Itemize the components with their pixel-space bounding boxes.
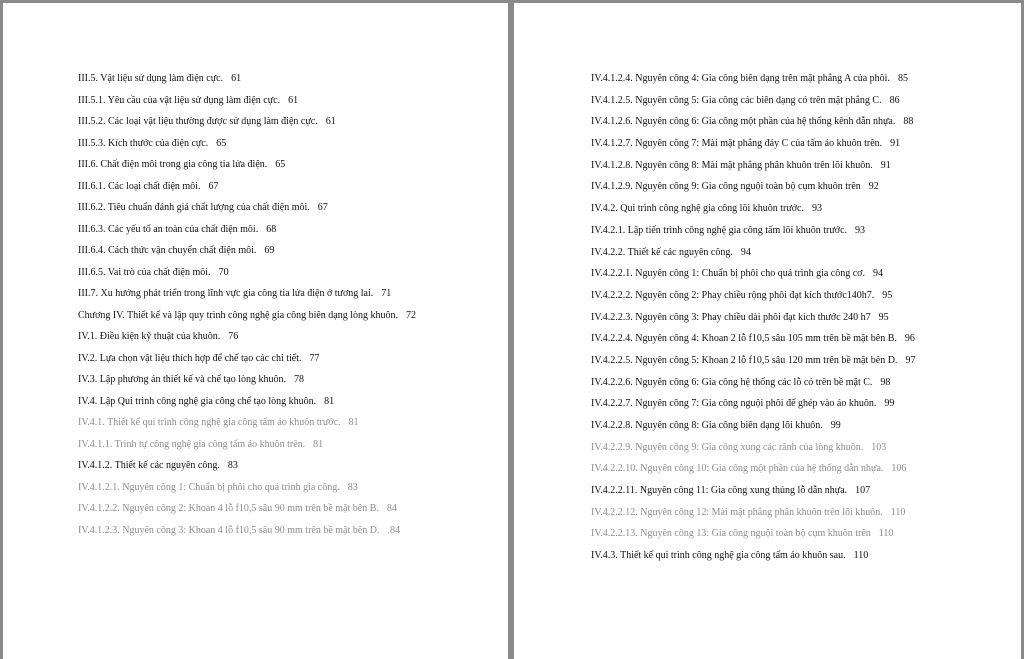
toc-entry-page-number: 94 [872, 268, 883, 280]
toc-entry-title: III.6.4. Cách thức vận chuyển chất điện môi. [78, 245, 257, 256]
toc-entry-title: IV.4.1.1. Trình tự công nghệ gia công tấm áo khuôn trên. [78, 438, 306, 450]
toc-entry-title: IV.4.1. Thiết kế qui trình công nghệ gia công tấm áo khuôn trước. [78, 417, 341, 428]
toc-entry-page-number: 93 [812, 203, 822, 215]
toc-entry-page-number: 97 [905, 354, 916, 366]
toc-entry-title: IV.4.1.2.8. Nguyên công 8: Mài mặt phẳng phân khuôn trên lõi khuôn. [591, 159, 873, 171]
toc-entry-title: IV.2. Lựa chọn vật liệu thích hợp để chế tạo các chi tiết. [78, 352, 302, 364]
toc-entry-page-number: 106 [891, 463, 907, 475]
toc-entry-page-number: 61 [288, 94, 299, 106]
toc-entry-page-number: 103 [871, 441, 887, 453]
toc-entry[interactable] [591, 138, 1011, 150]
toc-entry-page-number: 110 [878, 528, 894, 540]
toc-entry-page-number: 84 [386, 503, 397, 514]
toc-entry[interactable] [591, 95, 1011, 107]
toc-entry-title: IV.4.2. Qui trình công nghệ gia công lõi khuôn trước. [591, 203, 804, 215]
toc-entry-page-number: 110 [890, 506, 906, 518]
toc-entry-page-number: 91 [880, 159, 891, 171]
toc-entry[interactable] [591, 181, 1011, 193]
toc-entry-title: IV.4.3. Thiết kế qui trình công nghệ gia công tấm áo khuôn sau. [591, 550, 846, 562]
toc-entry-title: IV.1. Điều kiện kỹ thuật của khuôn. [78, 331, 221, 342]
toc-entry[interactable] [78, 439, 503, 451]
toc-entry-title: IV.4.2.2.3. Nguyên công 3: Phay chiều dài phôi đạt kích thước 240 h7 [591, 311, 871, 323]
toc-entry-title: IV.4.1.2.2. Nguyên công 2: Khoan 4 lỗ f10,5 sâu 90 mm trên bề mặt bên B. [78, 503, 379, 514]
document-page-left [3, 3, 508, 659]
toc-entry-title: IV.3. Lập phương án thiết kế và chế tạo lòng khuôn. [78, 374, 286, 385]
toc-entry[interactable] [591, 377, 1011, 389]
toc-entry-page-number: 83 [347, 481, 358, 493]
toc-entry-page-number: 68 [266, 223, 277, 235]
toc-entry[interactable] [78, 525, 503, 537]
toc-entry-title: IV.4.2.2.10. Nguyên công 10: Gia công một phần của hệ thống dẫn nhựa. [591, 463, 884, 475]
toc-entry[interactable] [591, 268, 1011, 280]
toc-entry[interactable] [78, 245, 503, 257]
toc-entry-page-number: 77 [309, 352, 320, 364]
toc-entry[interactable] [591, 225, 1011, 237]
toc-entry[interactable] [78, 95, 503, 107]
toc-entry-title: IV.4.2.2.5. Nguyên công 5: Khoan 2 lỗ f10,5 sâu 120 mm trên bề mặt bên D. [591, 354, 898, 366]
toc-entry[interactable] [591, 355, 1011, 367]
table-of-contents-left [78, 73, 503, 546]
toc-entry-title: III.6. Chất điện môi trong gia công tia lửa điện. [78, 159, 268, 170]
toc-entry-page-number: 61 [325, 116, 336, 127]
toc-entry-title: III.6.2. Tiêu chuẩn đánh giá chất lượng của chất điện môi. [78, 202, 310, 213]
toc-entry-page-number: 65 [275, 159, 286, 170]
toc-entry-page-number: 93 [855, 224, 866, 236]
toc-entry[interactable] [78, 202, 503, 214]
toc-entry-page-number: 99 [830, 420, 841, 431]
toc-entry-title: IV.4.2.2.6. Nguyên công 6: Gia công hệ thống các lỗ có trên bề mặt C. [591, 376, 873, 388]
toc-entry-page-number: 88 [903, 116, 914, 128]
toc-entry-page-number: 61 [231, 73, 242, 84]
toc-entry-page-number: 85 [897, 73, 908, 84]
toc-entry-title: IV.4.2.2. Thiết kế các nguyên công. [591, 246, 733, 258]
toc-entry[interactable] [78, 331, 503, 343]
toc-entry-page-number: 95 [878, 311, 889, 323]
toc-entry-title: IV.4.1.2.9. Nguyên công 9: Gia công nguội toàn bộ cụm khuôn trên [591, 181, 861, 193]
toc-entry-page-number: 107 [855, 485, 871, 497]
toc-entry-title: IV.4.2.2.12. Nguyên công 12: Mài mặt phẳng phân khuôn trên lõi khuôn. [591, 506, 883, 518]
toc-entry-title: IV.4.2.2.4. Nguyên công 4: Khoan 2 lỗ f10,5 sâu 105 mm trên bề mặt bên B. [591, 333, 897, 345]
toc-entry[interactable] [78, 181, 503, 193]
toc-entry-page-number: 92 [868, 181, 879, 193]
toc-entry[interactable] [78, 374, 503, 386]
toc-entry[interactable] [591, 333, 1011, 345]
table-of-contents-right [591, 73, 1011, 572]
toc-entry-title: IV.4.1.2.5. Nguyên công 5: Gia công các biên dạng có trên mặt phẳng C. [591, 94, 882, 106]
toc-entry-page-number: 70 [218, 266, 229, 278]
toc-entry-title: IV.4.2.1. Lập tiến trình công nghệ gia công tấm lõi khuôn trước. [591, 224, 848, 236]
toc-entry-page-number: 67 [317, 202, 328, 213]
toc-entry-title: IV.4.2.2.2. Nguyên công 2: Phay chiều rộng phôi đạt kích thước140h7. [591, 289, 875, 301]
toc-entry[interactable] [591, 463, 1011, 475]
toc-entry-page-number: 95 [882, 289, 893, 301]
toc-entry-title: III.6.1. Các loại chất điện môi. [78, 180, 201, 192]
toc-entry[interactable] [591, 442, 1011, 454]
toc-entry-page-number: 99 [884, 398, 895, 410]
toc-entry-title: III.6.5. Vai trò của chất điện môi. [78, 266, 211, 278]
toc-entry[interactable] [591, 507, 1011, 519]
toc-entry[interactable] [78, 310, 503, 322]
toc-entry[interactable] [591, 160, 1011, 172]
toc-entry[interactable] [78, 353, 503, 365]
toc-entry-title: IV.4.1.2.1. Nguyên công 1: Chuẩn bị phôi cho quá trình gia công. [78, 481, 340, 493]
toc-entry-page-number: 98 [880, 376, 891, 388]
toc-entry[interactable] [78, 267, 503, 279]
toc-entry[interactable] [78, 159, 503, 171]
toc-entry[interactable] [78, 138, 503, 150]
toc-entry-page-number: 71 [381, 288, 392, 299]
toc-entry-page-number: 76 [228, 331, 239, 342]
toc-entry-title: IV.4.1.2.6. Nguyên công 6: Gia công một phần của hệ thống kênh dẫn nhựa. [591, 116, 896, 128]
toc-entry[interactable] [591, 73, 1011, 85]
toc-entry-title: IV.4.1.2. Thiết kế các nguyên công. [78, 460, 220, 471]
toc-entry-page-number: 81 [313, 438, 324, 450]
toc-entry-title: IV.4.1.2.7. Nguyên công 7: Mài mặt phẳng đáy C của tấm áo khuôn trên. [591, 138, 883, 150]
toc-entry-title: III.5. Vật liệu sử dụng làm điện cực. [78, 73, 224, 84]
toc-entry-title: IV.4.2.2.7. Nguyên công 7: Gia công nguội phôi để ghép vào áo khuôn. [591, 398, 877, 410]
toc-entry[interactable] [591, 203, 1011, 215]
toc-entry[interactable] [591, 528, 1011, 540]
toc-entry-title: IV.4.2.2.1. Nguyên công 1: Chuẩn bị phôi cho quá trình gia công cơ. [591, 268, 865, 280]
toc-entry-title: III.5.2. Các loại vật liệu thường được sử dụng làm điện cực. [78, 116, 318, 127]
toc-entry[interactable] [78, 116, 503, 128]
toc-entry[interactable] [78, 224, 503, 236]
toc-entry-page-number: 94 [740, 246, 751, 258]
toc-entry[interactable] [78, 460, 503, 472]
toc-entry-page-number: 96 [904, 333, 915, 345]
toc-entry[interactable] [78, 396, 503, 408]
toc-entry[interactable] [591, 550, 1011, 562]
toc-entry[interactable] [591, 116, 1011, 128]
toc-entry-page-number: .84 [387, 524, 400, 536]
toc-entry[interactable] [591, 312, 1011, 324]
toc-entry[interactable] [78, 482, 503, 494]
document-page-right [514, 3, 1021, 659]
toc-entry[interactable] [591, 398, 1011, 410]
toc-entry[interactable] [78, 417, 503, 429]
toc-entry-page-number: 81 [348, 417, 359, 428]
toc-entry-page-number: 72 [406, 309, 417, 321]
toc-entry[interactable] [78, 288, 503, 300]
toc-entry-title: IV.4.1.2.4. Nguyên công 4: Gia công biên dạng trên mặt phẳng A của phôi. [591, 73, 890, 84]
toc-entry-title: IV.4.2.2.11. Nguyên công 11: Gia công xung thủng lỗ dẫn nhựa. [591, 485, 848, 497]
toc-entry-page-number: 83 [227, 460, 238, 471]
toc-entry-title: III.7. Xu hướng phát triển trong lĩnh vực gia công tia lửa điện ở tương lai. [78, 288, 374, 299]
toc-entry-page-number: 69 [264, 245, 275, 256]
toc-entry[interactable] [591, 485, 1011, 497]
toc-entry-page-number: 86 [889, 94, 900, 106]
toc-entry-page-number: 78 [293, 374, 304, 385]
toc-entry-title: IV.4. Lập Qui trình công nghệ gia công chế tạo lòng khuôn. [78, 395, 317, 407]
toc-entry-title: IV.4.2.2.8. Nguyên công 8: Gia công biên dạng lõi khuôn. [591, 420, 823, 431]
toc-entry[interactable] [591, 290, 1011, 302]
toc-entry-title: III.5.3. Kích thước của điện cực. [78, 137, 209, 149]
toc-entry-page-number: 91 [890, 138, 901, 150]
toc-entry-title: III.6.3. Các yếu tố an toàn của chất điện môi. [78, 223, 259, 235]
toc-entry[interactable] [591, 247, 1011, 259]
toc-entry-page-number: 65 [216, 137, 227, 149]
toc-entry-page-number: 67 [208, 180, 219, 192]
toc-entry-title: Chương IV. Thiết kế và lập quy trình công nghệ gia công biên dạng lòng khuôn. [78, 309, 399, 321]
toc-entry[interactable] [78, 73, 503, 85]
toc-entry-title: IV.4.2.2.13. Nguyên công 13: Gia công nguội toàn bộ cụm khuôn trên [591, 528, 871, 540]
toc-entry-title: IV.4.2.2.9. Nguyên công 9: Gia công xung các rãnh của lòng khuôn. [591, 441, 864, 453]
toc-entry-title: III.5.1. Yêu cầu của vật liệu sử dụng làm điện cực. [78, 94, 281, 106]
toc-entry[interactable] [78, 503, 503, 515]
toc-entry-page-number: 81 [324, 395, 335, 407]
toc-entry-title: IV.4.1.2.3. Nguyên công 3: Khoan 4 lỗ f10,5 sâu 90 mm trên bề mặt bên D. [78, 524, 380, 536]
toc-entry[interactable] [591, 420, 1011, 432]
toc-entry-page-number: 110 [853, 550, 869, 562]
